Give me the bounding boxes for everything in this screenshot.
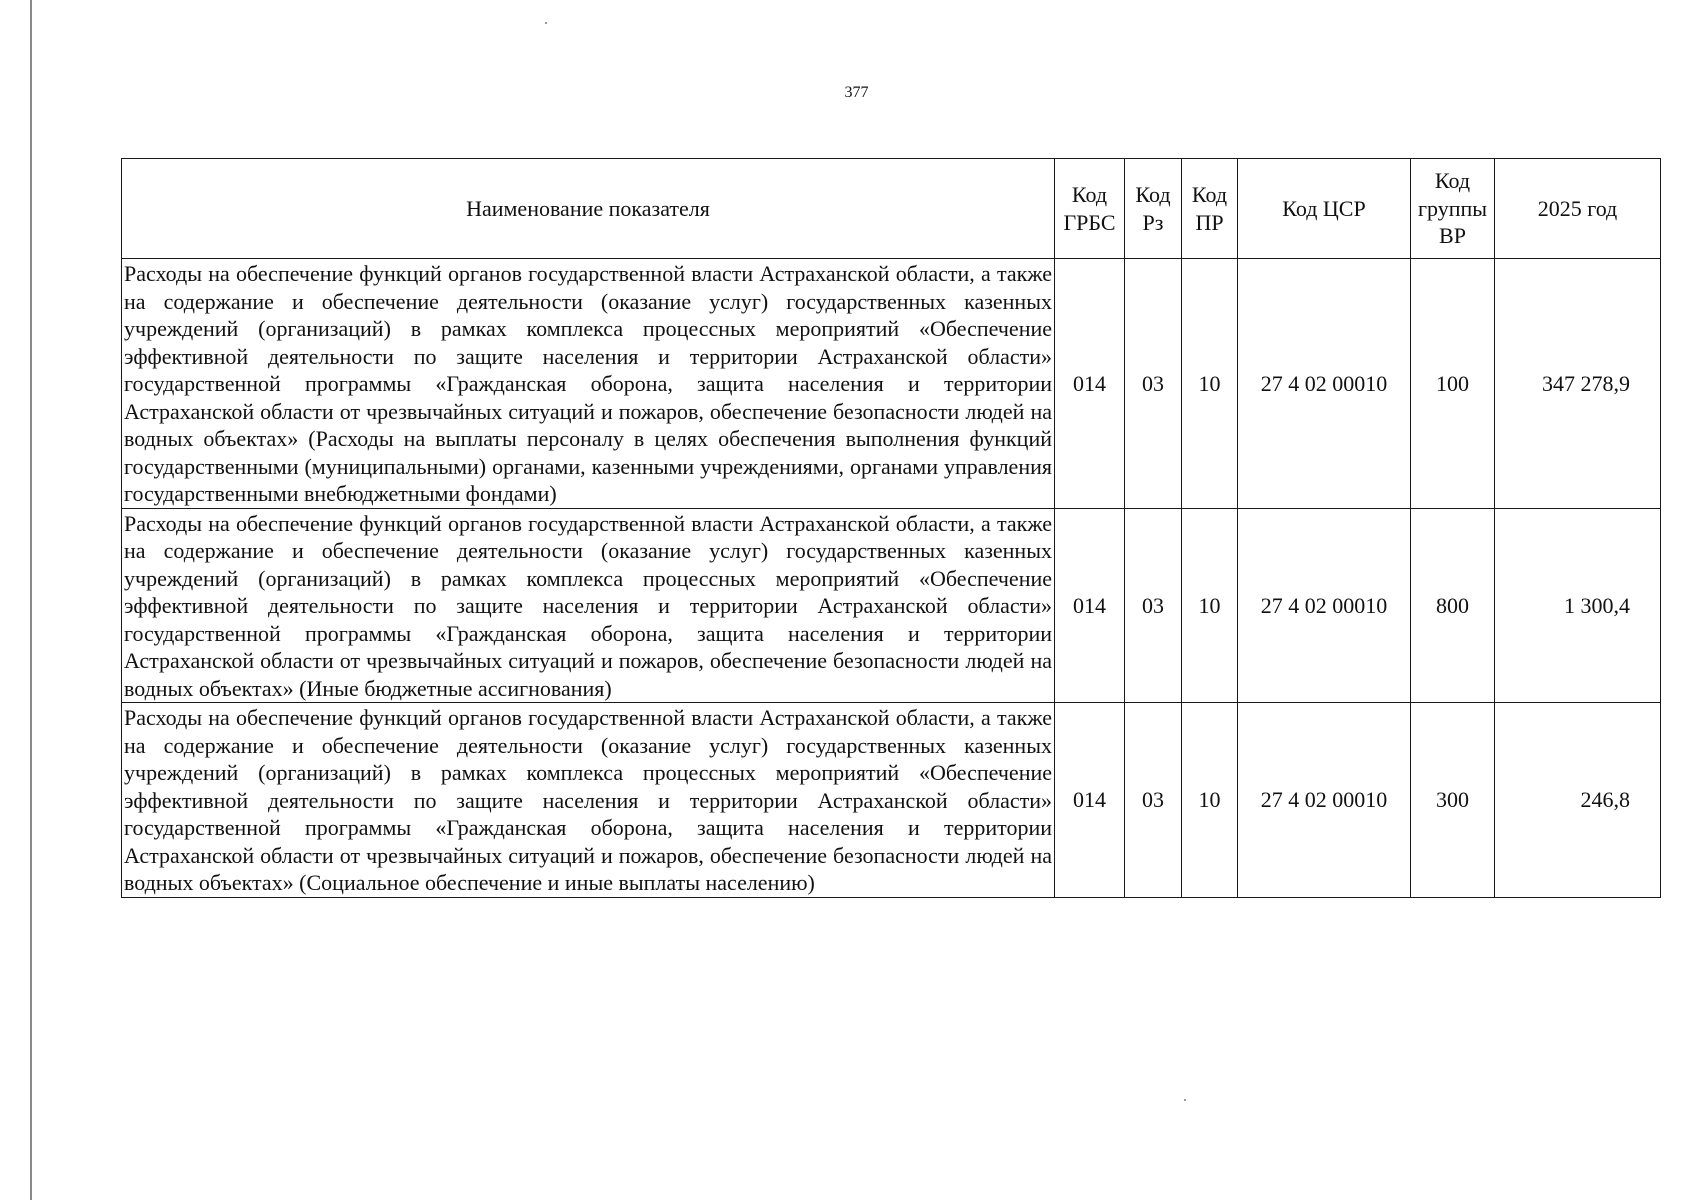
row-pr-code: 10 <box>1182 703 1238 898</box>
row-rz-code: 03 <box>1125 259 1182 509</box>
row-vr-code: 300 <box>1411 703 1495 898</box>
table-row <box>122 703 1661 898</box>
header-year-2025: 2025 год <box>1495 159 1661 259</box>
row-pr-code: 10 <box>1182 259 1238 509</box>
row-grbs-code: 014 <box>1055 508 1125 703</box>
header-line: группы <box>1417 195 1488 221</box>
row-rz-code: 03 <box>1125 703 1182 898</box>
table-header-row <box>122 159 1661 259</box>
row-indicator-name: Расходы на обеспечение функций органов государственной власти Астраханской области, а также на содержание и обеспечение деятельности (оказание услуг) государственных казенных учреждений (организаций) в рамках комплекса процессных мероприятий «Обеспечение эффективной деятельности по защите населения и территории Астраханской области» государственной программы «Гражданская оборона, защита населения и территории Астраханской области от чрезвычайных ситуаций и пожаров, обеспечение безопасности людей на водных объектах» (Иные бюджетные ассигнования) <box>122 508 1055 703</box>
row-vr-code: 800 <box>1411 508 1495 703</box>
row-indicator-name: Расходы на обеспечение функций органов государственной власти Астраханской области, а также на содержание и обеспечение деятельности (оказание услуг) государственных казенных учреждений (организаций) в рамках комплекса процессных мероприятий «Обеспечение эффективной деятельности по защите населения и территории Астраханской области» государственной программы «Гражданская оборона, защита населения и территории Астраханской области от чрезвычайных ситуаций и пожаров, обеспечение безопасности людей на водных объектах» (Расходы на выплаты персоналу в целях обеспечения выполнения функций государственными (муниципальными) органами, казенными учреждениями, органами управления государственными внебюджетными фондами) <box>122 259 1055 509</box>
header-rz-code <box>1125 159 1182 259</box>
scan-speck <box>1184 1099 1186 1101</box>
header-line: Рз <box>1142 209 1164 235</box>
row-csr-code: 27 4 02 00010 <box>1238 259 1411 509</box>
row-csr-code: 27 4 02 00010 <box>1238 508 1411 703</box>
header-csr-code: Код ЦСР <box>1238 159 1411 259</box>
scan-speck <box>545 22 547 24</box>
row-indicator-name: Расходы на обеспечение функций органов государственной власти Астраханской области, а также на содержание и обеспечение деятельности (оказание услуг) государственных казенных учреждений (организаций) в рамках комплекса процессных мероприятий «Обеспечение эффективной деятельности по защите населения и территории Астраханской области» государственной программы «Гражданская оборона, защита населения и территории Астраханской области от чрезвычайных ситуаций и пожаров, обеспечение безопасности людей на водных объектах» (Социальное обеспечение и иные выплаты населению) <box>122 703 1055 898</box>
header-line: Код <box>1191 182 1228 207</box>
row-vr-code: 100 <box>1411 259 1495 509</box>
table-row <box>122 259 1661 509</box>
row-pr-code: 10 <box>1182 508 1238 703</box>
row-amount-2025: 246,8 <box>1495 703 1661 898</box>
row-rz-code: 03 <box>1125 508 1182 703</box>
row-csr-code: 27 4 02 00010 <box>1238 703 1411 898</box>
row-amount-2025: 1 300,4 <box>1495 508 1661 703</box>
header-vr-code <box>1411 159 1495 259</box>
budget-table <box>121 158 1661 898</box>
header-line: ВР <box>1439 223 1466 249</box>
scan-border-line <box>30 0 32 1200</box>
header-line: Код <box>1071 182 1108 207</box>
table-row <box>122 508 1661 703</box>
page-number: 377 <box>844 84 869 101</box>
header-line: Код <box>1135 182 1171 207</box>
header-line: ПР <box>1195 209 1224 235</box>
header-indicator-name: Наименование показателя <box>122 159 1055 259</box>
row-grbs-code: 014 <box>1055 703 1125 898</box>
row-grbs-code: 014 <box>1055 259 1125 509</box>
row-amount-2025: 347 278,9 <box>1495 259 1661 509</box>
header-line: Код <box>1434 168 1471 194</box>
header-grbs-code <box>1055 159 1125 259</box>
header-pr-code <box>1182 159 1238 259</box>
header-line: ГРБС <box>1063 209 1116 235</box>
